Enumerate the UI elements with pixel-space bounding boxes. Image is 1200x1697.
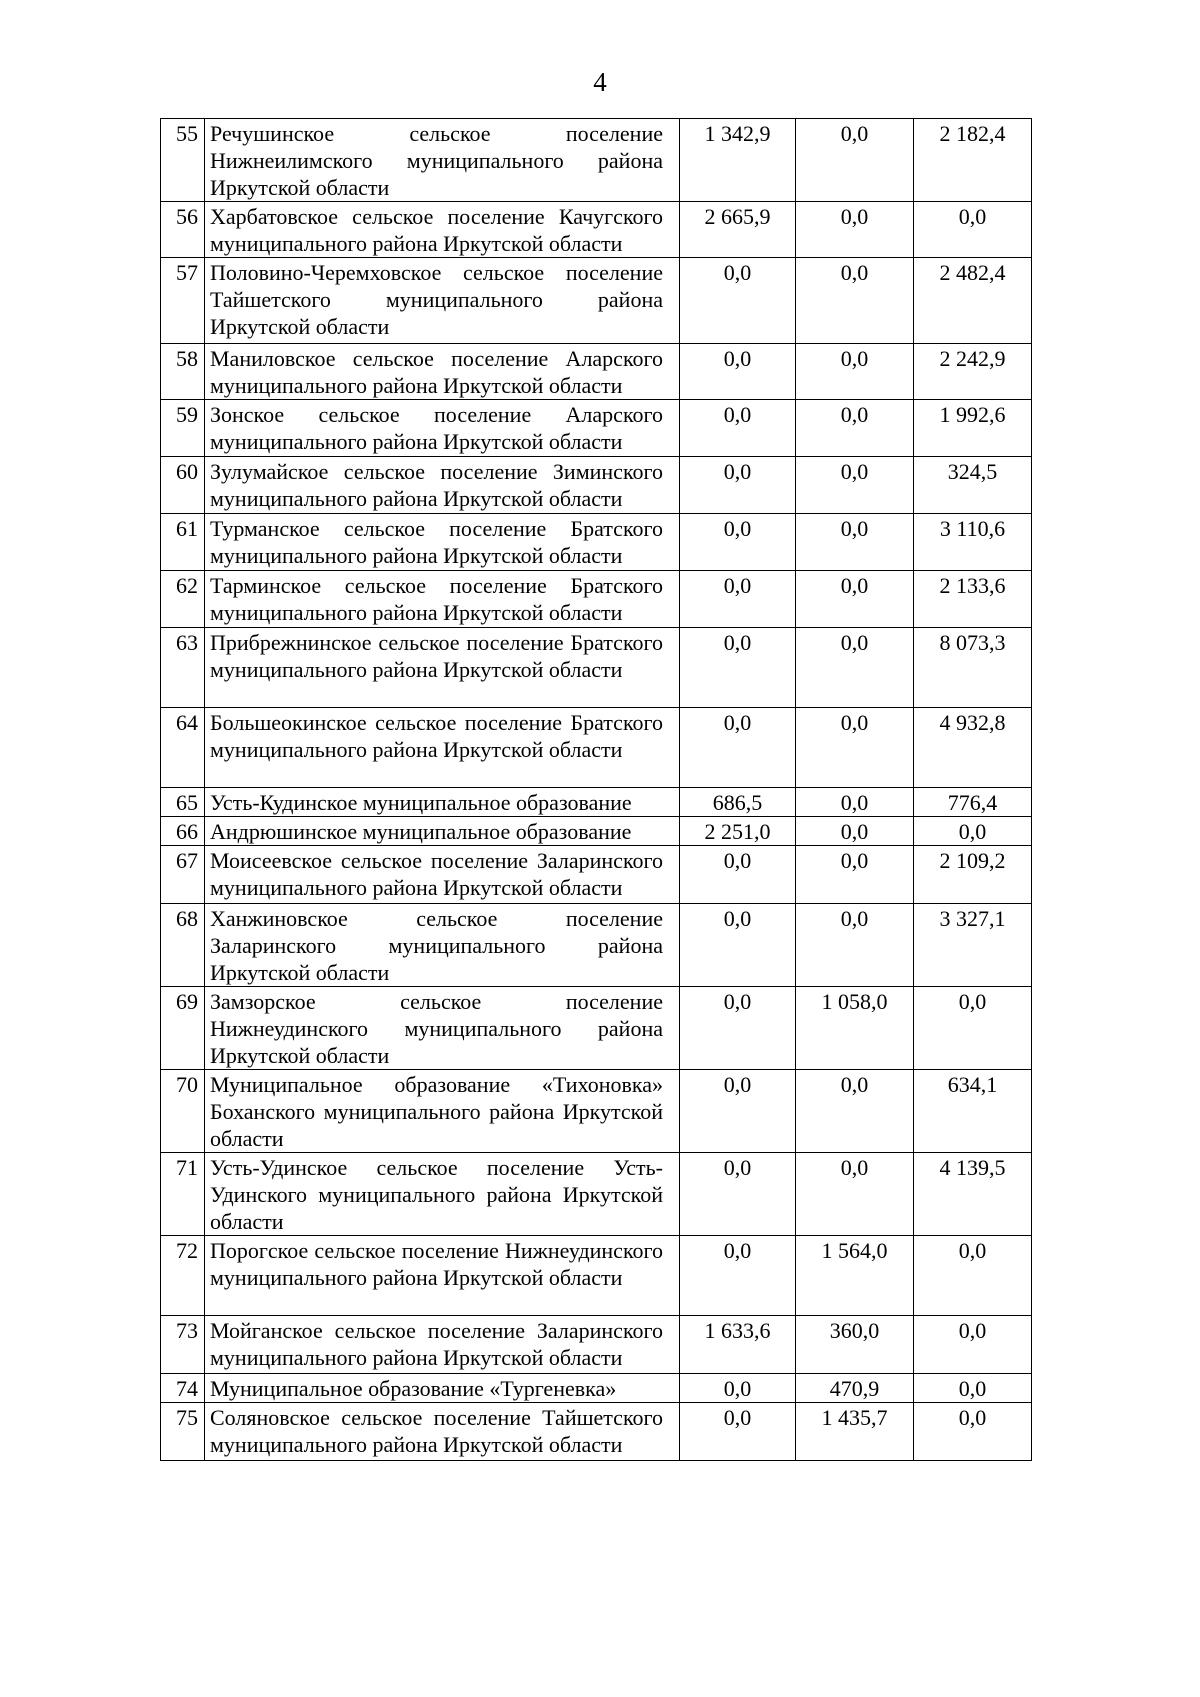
settlement-name: Половино-Черемховское сельское поселение Тайшетского муниципального района Иркутской области bbox=[205, 258, 680, 344]
value-col-1: 1 342,9 bbox=[680, 119, 796, 202]
settlement-name: Зонское сельское поселение Аларского муниципального района Иркутской области bbox=[205, 400, 680, 457]
value-col-2: 1 435,7 bbox=[796, 1403, 914, 1461]
value-col-1: 0,0 bbox=[680, 571, 796, 628]
settlement-name: Мойганское сельское поселение Заларинского муниципального района Иркутской области bbox=[205, 1316, 680, 1374]
value-col-3: 2 182,4 bbox=[914, 119, 1032, 202]
value-col-3: 4 139,5 bbox=[914, 1153, 1032, 1236]
row-number: 57 bbox=[161, 258, 205, 344]
row-number: 67 bbox=[161, 846, 205, 904]
row-number: 72 bbox=[161, 1236, 205, 1316]
value-col-3: 0,0 bbox=[914, 817, 1032, 846]
row-number: 74 bbox=[161, 1374, 205, 1403]
table-row bbox=[161, 400, 1032, 457]
value-col-3: 3 327,1 bbox=[914, 904, 1032, 987]
value-col-2: 1 058,0 bbox=[796, 987, 914, 1070]
settlement-name: Харбатовское сельское поселение Качугского муниципального района Иркутской области bbox=[205, 202, 680, 258]
row-number: 58 bbox=[161, 344, 205, 400]
table-row bbox=[161, 628, 1032, 708]
table-row bbox=[161, 708, 1032, 788]
settlement-name: Турманское сельское поселение Братского муниципального района Иркутской области bbox=[205, 514, 680, 571]
value-col-2: 0,0 bbox=[796, 788, 914, 817]
value-col-2: 0,0 bbox=[796, 571, 914, 628]
value-col-1: 0,0 bbox=[680, 344, 796, 400]
value-col-2: 1 564,0 bbox=[796, 1236, 914, 1316]
settlement-name: Ханжиновское сельское поселение Заларинского муниципального района Иркутской области bbox=[205, 904, 680, 987]
value-col-1: 0,0 bbox=[680, 846, 796, 904]
table-row bbox=[161, 1153, 1032, 1236]
table-row bbox=[161, 514, 1032, 571]
value-col-2: 0,0 bbox=[796, 119, 914, 202]
value-col-1: 1 633,6 bbox=[680, 1316, 796, 1374]
value-col-3: 0,0 bbox=[914, 1403, 1032, 1461]
settlement-name: Тарминское сельское поселение Братского муниципального района Иркутской области bbox=[205, 571, 680, 628]
value-col-3: 2 242,9 bbox=[914, 344, 1032, 400]
table-row bbox=[161, 1374, 1032, 1403]
value-col-3: 776,4 bbox=[914, 788, 1032, 817]
value-col-1: 0,0 bbox=[680, 708, 796, 788]
value-col-2: 0,0 bbox=[796, 1070, 914, 1153]
table-row bbox=[161, 987, 1032, 1070]
value-col-3: 0,0 bbox=[914, 1374, 1032, 1403]
value-col-3: 2 133,6 bbox=[914, 571, 1032, 628]
value-col-1: 2 665,9 bbox=[680, 202, 796, 258]
settlement-name: Зулумайское сельское поселение Зиминского муниципального района Иркутской области bbox=[205, 457, 680, 514]
row-number: 70 bbox=[161, 1070, 205, 1153]
value-col-2: 470,9 bbox=[796, 1374, 914, 1403]
value-col-1: 0,0 bbox=[680, 1070, 796, 1153]
settlement-name: Порогское сельское поселение Нижнеудинского муниципального района Иркутской области bbox=[205, 1236, 680, 1316]
table-row bbox=[161, 344, 1032, 400]
allocation-table bbox=[160, 118, 1032, 1461]
table-row bbox=[161, 1236, 1032, 1316]
value-col-1: 0,0 bbox=[680, 628, 796, 708]
value-col-3: 324,5 bbox=[914, 457, 1032, 514]
value-col-2: 0,0 bbox=[796, 817, 914, 846]
value-col-3: 0,0 bbox=[914, 202, 1032, 258]
value-col-3: 0,0 bbox=[914, 1316, 1032, 1374]
settlement-name: Речушинское сельское поселение Нижнеилимского муниципального района Иркутской области bbox=[205, 119, 680, 202]
value-col-3: 2 109,2 bbox=[914, 846, 1032, 904]
settlement-name: Усть-Удинское сельское поселение Усть-Удинского муниципального района Иркутской области bbox=[205, 1153, 680, 1236]
table-row bbox=[161, 202, 1032, 258]
row-number: 66 bbox=[161, 817, 205, 846]
value-col-1: 2 251,0 bbox=[680, 817, 796, 846]
value-col-1: 0,0 bbox=[680, 1374, 796, 1403]
row-number: 71 bbox=[161, 1153, 205, 1236]
table-row bbox=[161, 1316, 1032, 1374]
value-col-2: 0,0 bbox=[796, 344, 914, 400]
settlement-name: Муниципальное образование «Тургеневка» bbox=[205, 1374, 680, 1403]
settlement-name: Усть-Кудинское муниципальное образование bbox=[205, 788, 680, 817]
value-col-1: 0,0 bbox=[680, 1153, 796, 1236]
table-row bbox=[161, 904, 1032, 987]
value-col-1: 0,0 bbox=[680, 457, 796, 514]
value-col-1: 0,0 bbox=[680, 258, 796, 344]
settlement-name: Большеокинское сельское поселение Братского муниципального района Иркутской области bbox=[205, 708, 680, 788]
value-col-3: 0,0 bbox=[914, 1236, 1032, 1316]
value-col-1: 0,0 bbox=[680, 904, 796, 987]
value-col-2: 0,0 bbox=[796, 846, 914, 904]
value-col-2: 0,0 bbox=[796, 1153, 914, 1236]
value-col-1: 0,0 bbox=[680, 987, 796, 1070]
row-number: 56 bbox=[161, 202, 205, 258]
table-row bbox=[161, 1070, 1032, 1153]
table-row bbox=[161, 571, 1032, 628]
value-col-2: 0,0 bbox=[796, 514, 914, 571]
table-row bbox=[161, 817, 1032, 846]
settlement-name: Моисеевское сельское поселение Заларинского муниципального района Иркутской области bbox=[205, 846, 680, 904]
row-number: 62 bbox=[161, 571, 205, 628]
value-col-1: 0,0 bbox=[680, 1403, 796, 1461]
table-row bbox=[161, 1403, 1032, 1461]
settlement-name: Прибрежнинское сельское поселение Братского муниципального района Иркутской области bbox=[205, 628, 680, 708]
value-col-3: 8 073,3 bbox=[914, 628, 1032, 708]
value-col-1: 686,5 bbox=[680, 788, 796, 817]
row-number: 65 bbox=[161, 788, 205, 817]
value-col-2: 0,0 bbox=[796, 400, 914, 457]
value-col-2: 0,0 bbox=[796, 202, 914, 258]
table-row bbox=[161, 788, 1032, 817]
value-col-2: 0,0 bbox=[796, 904, 914, 987]
row-number: 55 bbox=[161, 119, 205, 202]
row-number: 60 bbox=[161, 457, 205, 514]
page-number: 4 bbox=[593, 67, 607, 97]
value-col-2: 0,0 bbox=[796, 708, 914, 788]
settlement-name: Замзорское сельское поселение Нижнеудинского муниципального района Иркутской области bbox=[205, 987, 680, 1070]
value-col-3: 4 932,8 bbox=[914, 708, 1032, 788]
row-number: 61 bbox=[161, 514, 205, 571]
table-row bbox=[161, 457, 1032, 514]
settlement-name: Муниципальное образование «Тихоновка» Боханского муниципального района Иркутской области bbox=[205, 1070, 680, 1153]
value-col-2: 0,0 bbox=[796, 258, 914, 344]
value-col-2: 360,0 bbox=[796, 1316, 914, 1374]
value-col-3: 634,1 bbox=[914, 1070, 1032, 1153]
value-col-2: 0,0 bbox=[796, 457, 914, 514]
value-col-1: 0,0 bbox=[680, 400, 796, 457]
row-number: 63 bbox=[161, 628, 205, 708]
value-col-3: 2 482,4 bbox=[914, 258, 1032, 344]
row-number: 73 bbox=[161, 1316, 205, 1374]
value-col-3: 0,0 bbox=[914, 987, 1032, 1070]
table-body bbox=[161, 119, 1032, 1461]
settlement-name: Соляновское сельское поселение Тайшетского муниципального района Иркутской области bbox=[205, 1403, 680, 1461]
row-number: 68 bbox=[161, 904, 205, 987]
table-row bbox=[161, 846, 1032, 904]
table-row bbox=[161, 119, 1032, 202]
value-col-1: 0,0 bbox=[680, 514, 796, 571]
row-number: 69 bbox=[161, 987, 205, 1070]
table-row bbox=[161, 258, 1032, 344]
value-col-3: 1 992,6 bbox=[914, 400, 1032, 457]
settlement-name: Андрюшинское муниципальное образование bbox=[205, 817, 680, 846]
row-number: 75 bbox=[161, 1403, 205, 1461]
row-number: 64 bbox=[161, 708, 205, 788]
value-col-3: 3 110,6 bbox=[914, 514, 1032, 571]
value-col-1: 0,0 bbox=[680, 1236, 796, 1316]
value-col-2: 0,0 bbox=[796, 628, 914, 708]
row-number: 59 bbox=[161, 400, 205, 457]
settlement-name: Маниловское сельское поселение Аларского муниципального района Иркутской области bbox=[205, 344, 680, 400]
